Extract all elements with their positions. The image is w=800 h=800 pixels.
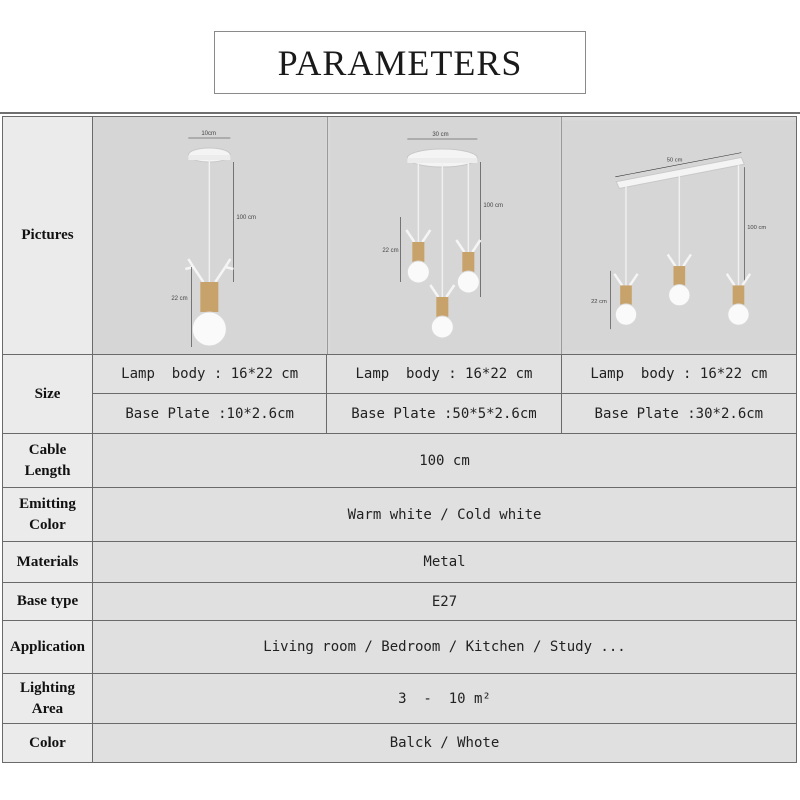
label-lighting-area bbox=[2, 674, 93, 723]
row-application bbox=[2, 621, 797, 674]
size-grid bbox=[93, 355, 797, 433]
size-base-plate-1: Base Plate :10*2.6cm bbox=[93, 394, 327, 433]
round-pendant-image bbox=[328, 117, 562, 354]
label-color: Color bbox=[2, 724, 93, 762]
picture-round-three-pendants bbox=[328, 117, 563, 354]
dim-plate-2: 30 cm bbox=[432, 132, 449, 138]
row-base-type bbox=[2, 583, 797, 621]
dim-plate-3: 50 cm bbox=[667, 157, 683, 164]
title-box bbox=[214, 31, 586, 94]
label-pictures: Pictures bbox=[2, 117, 93, 354]
dim-body-3: 22 cm bbox=[591, 298, 608, 305]
linear-pendant-image bbox=[562, 117, 796, 354]
picture-single-pendant bbox=[93, 117, 328, 354]
label-base-type: Base type bbox=[2, 583, 93, 620]
size-base-plate-2: Base Plate :50*5*2.6cm bbox=[327, 394, 561, 433]
value-lighting-area: 3 - 10 m² bbox=[93, 674, 797, 723]
label-application: Application bbox=[2, 621, 93, 673]
row-color bbox=[2, 724, 797, 763]
label-cable-length bbox=[2, 434, 93, 487]
value-color: Balck / Whote bbox=[93, 724, 797, 762]
row-emitting-color bbox=[2, 488, 797, 542]
value-materials: Metal bbox=[93, 542, 797, 582]
dim-body-1: 22 cm bbox=[171, 296, 188, 302]
value-application: Living room / Bedroom / Kitchen / Study ... bbox=[93, 621, 797, 673]
dim-plate-1: 10cm bbox=[201, 131, 217, 137]
size-lamp-body-1: Lamp body : 16*22 cm bbox=[93, 355, 327, 394]
label-materials: Materials bbox=[2, 542, 93, 582]
size-lamp-body-2: Lamp body : 16*22 cm bbox=[327, 355, 561, 394]
row-size bbox=[2, 355, 797, 434]
dim-cable-2: 100 cm bbox=[483, 203, 503, 209]
value-cable-length: 100 cm bbox=[93, 434, 797, 487]
picture-linear-three-pendants bbox=[562, 117, 796, 354]
row-cable-length bbox=[2, 434, 797, 488]
pictures-cells bbox=[93, 117, 797, 354]
size-base-plate-3: Base Plate :30*2.6cm bbox=[562, 394, 796, 433]
dim-body-2: 22 cm bbox=[382, 248, 399, 254]
label-emitting-color bbox=[2, 488, 93, 541]
label-size: Size bbox=[2, 355, 93, 433]
value-emitting-color: Warm white / Cold white bbox=[93, 488, 797, 541]
parameters-table bbox=[2, 116, 797, 763]
dim-cable-1: 100 cm bbox=[236, 215, 257, 221]
single-pendant-image bbox=[93, 117, 327, 354]
value-base-type: E27 bbox=[93, 583, 797, 620]
label-lighting-area-text: Lighting Area bbox=[19, 679, 76, 717]
title-divider bbox=[0, 112, 800, 114]
row-lighting-area bbox=[2, 674, 797, 724]
row-pictures bbox=[2, 116, 797, 355]
page-title: PARAMETERS bbox=[277, 42, 523, 83]
label-emitting-color-text: Emitting Color bbox=[19, 495, 76, 533]
row-materials bbox=[2, 542, 797, 583]
dim-cable-3: 100 cm bbox=[747, 225, 767, 232]
label-cable-length-text: Cable Length bbox=[24, 441, 71, 479]
size-lamp-body-3: Lamp body : 16*22 cm bbox=[562, 355, 796, 394]
